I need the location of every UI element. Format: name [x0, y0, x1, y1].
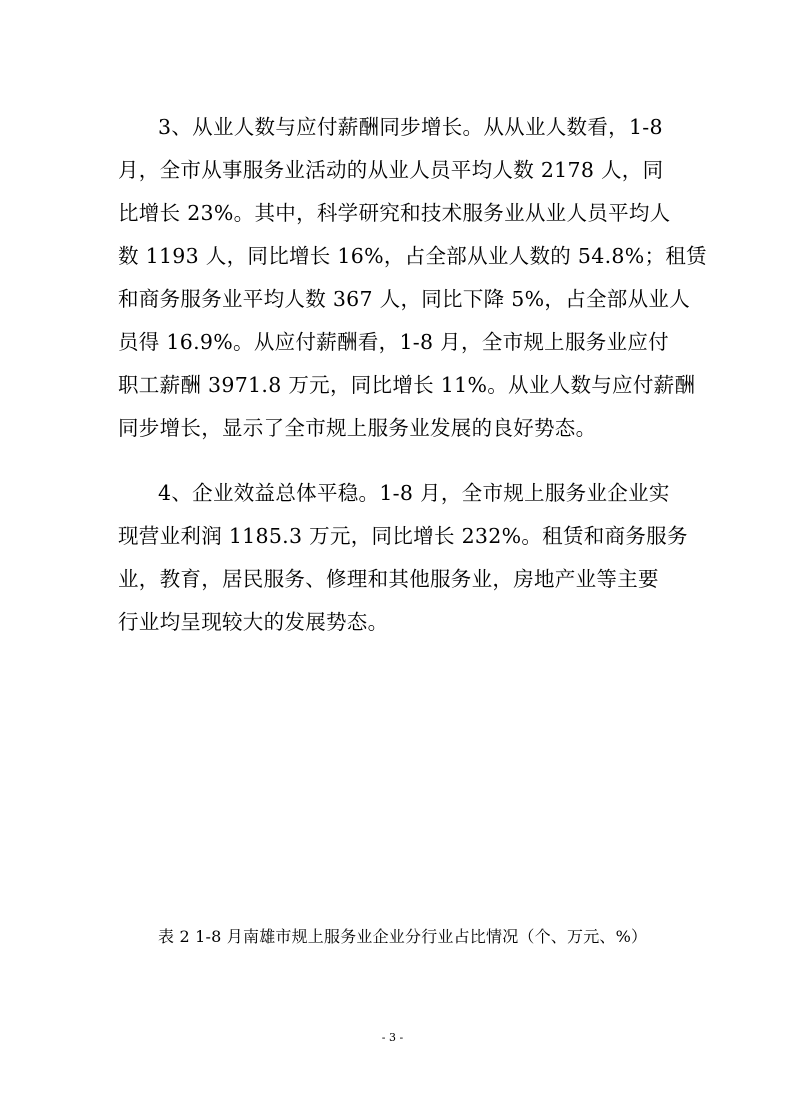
- text-line: 行业均呈现较大的发展势态。: [118, 610, 389, 634]
- text-line: 业，教育，居民服务、修理和其他服务业，房地产业等主要: [118, 567, 659, 591]
- text-line: 月，全市从事服务业活动的从业人员平均人数 2178 人，同: [118, 158, 664, 182]
- text-line: 比增长 23%。其中，科学研究和技术服务业从业人员平均人: [118, 201, 671, 225]
- text-line: 现营业利润 1185.3 万元，同比增长 232%。租赁和商务服务: [118, 524, 688, 548]
- text-line: 同步增长，显示了全市规上服务业发展的良好势态。: [118, 416, 597, 440]
- page-number: - 3 -: [381, 1031, 404, 1044]
- table-caption: 表 2 1-8 月南雄市规上服务业企业分行业占比情况（个、万元、%）: [158, 927, 648, 946]
- text-line: 3、从业人数与应付薪酬同步增长。从从业人数看，1-8: [158, 115, 663, 139]
- text-line: 数 1193 人，同比增长 16%，占全部从业人数的 54.8%；租赁: [118, 244, 707, 268]
- text-line: 员得 16.9%。从应付薪酬看，1-8 月，全市规上服务业应付: [118, 330, 669, 354]
- text-line: 和商务服务业平均人数 367 人，同比下降 5%，占全部从业人: [118, 287, 690, 311]
- text-line: 职工薪酬 3971.8 万元，同比增长 11%。从业人数与应付薪酬: [118, 373, 696, 397]
- text-line: 4、企业效益总体平稳。1-8 月，全市规上服务业企业实: [158, 481, 670, 505]
